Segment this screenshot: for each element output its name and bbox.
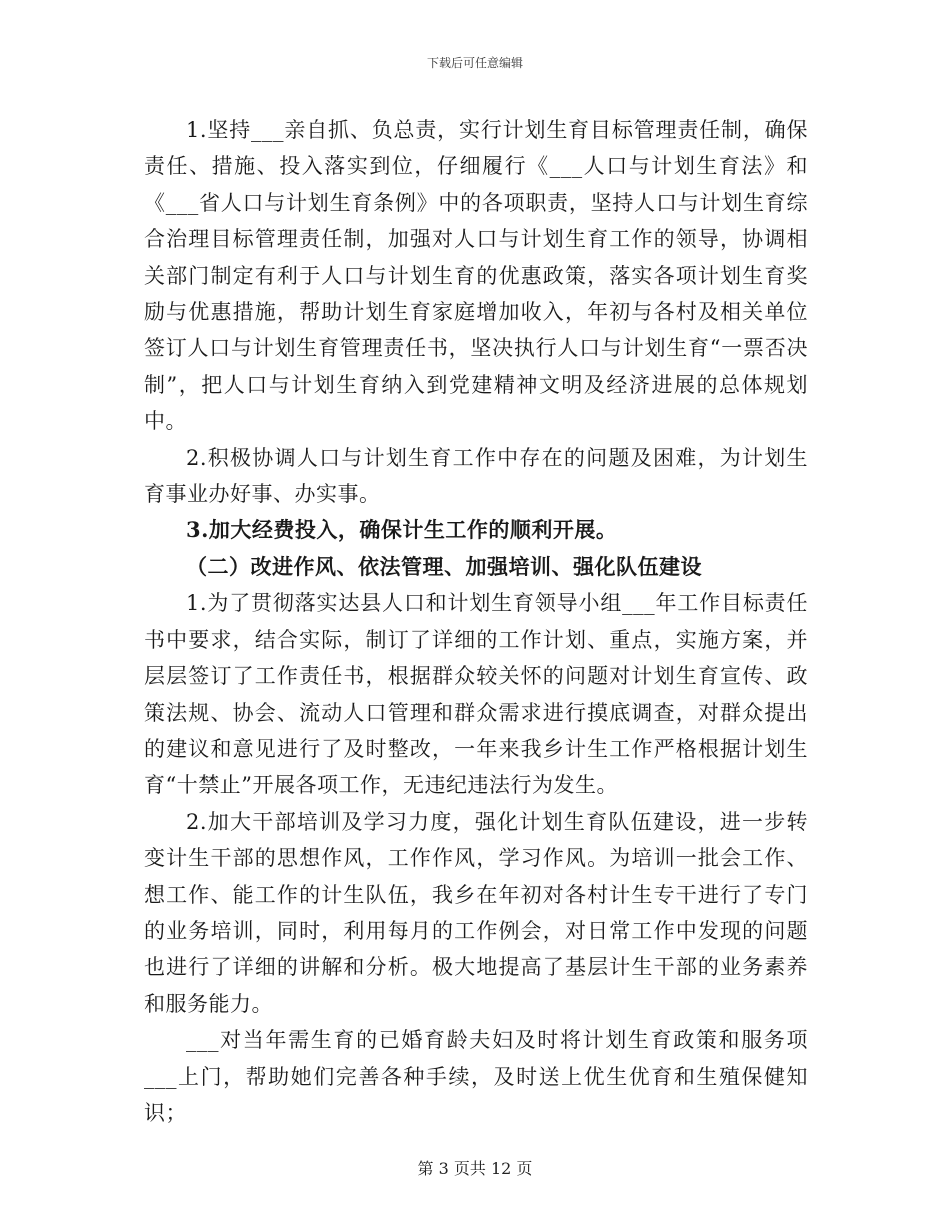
paragraph-1: 1.坚持___亲自抓、负总责，实行计划生育目标管理责任制，确保责任、措施、投入落实到位，仔细履行《___人口与计划生育法》和《___省人口与计划生育条例》中的各项职责，坚持人口与计划生育综合治理目标管理责任制，加强对人口与计划生育工作的领导，协调相关部门制定有利于人口与计划生育的优惠政策，落实各项计划生育奖励与优惠措施，帮助计划生育家庭增加收入，年初与各村及相关单位签订人口与计划生育管理责任书，坚决执行人口与计划生育“一票否决制”，把人口与计划生育纳入到党建精神文明及经济进展的总体规划中。 bbox=[144, 118, 808, 434]
paragraph-6: ___对当年需生育的已婚育龄夫妇及时将计划生育政策和服务项___上门，帮助她们完善各种手续，及时送上优生优育和生殖保健知识； bbox=[144, 1028, 808, 1125]
document-body bbox=[144, 112, 808, 1131]
section-heading: （二）改进作风、依法管理、加强培训、强化队伍建设 bbox=[186, 553, 702, 579]
paragraph-3-bold: 3.加大经费投入，确保计生工作的顺利开展。 bbox=[186, 517, 618, 543]
header-note: 下载后可任意编辑 bbox=[426, 56, 523, 70]
paragraph-4: 1.为了贯彻落实达县人口和计划生育领导小组___年工作目标责任书中要求，结合实际，制订了详细的工作计划、重点，实施方案，并层层签订了工作责任书，根据群众较关怀的问题对计划生育宣传、政策法规、协会、流动人口管理和群众需求进行摸底调查，对群众提出的建议和意见进行了及时整改，一年来我乡计生工作严格根据计划生育“十禁止”开展各项工作，无违纪违法行为发生。 bbox=[144, 591, 808, 798]
page-number: 第 3 页共 12 页 bbox=[417, 1159, 533, 1178]
paragraph-2: 2.积极协调人口与计划生育工作中存在的问题及困难，为计划生育事业办好事、办实事。 bbox=[144, 445, 808, 507]
paragraph-5: 2.加大干部培训及学习力度，强化计划生育队伍建设，进一步转变计生干部的思想作风，工作作风，学习作风。为培训一批会工作、想工作、能工作的计生队伍，我乡在年初对各村计生专干进行了专门的业务培训，同时，利用每月的工作例会，对日常工作中发现的问题也进行了详细的讲解和分析。极大地提高了基层计生干部的业务素养和服务能力。 bbox=[144, 809, 808, 1016]
